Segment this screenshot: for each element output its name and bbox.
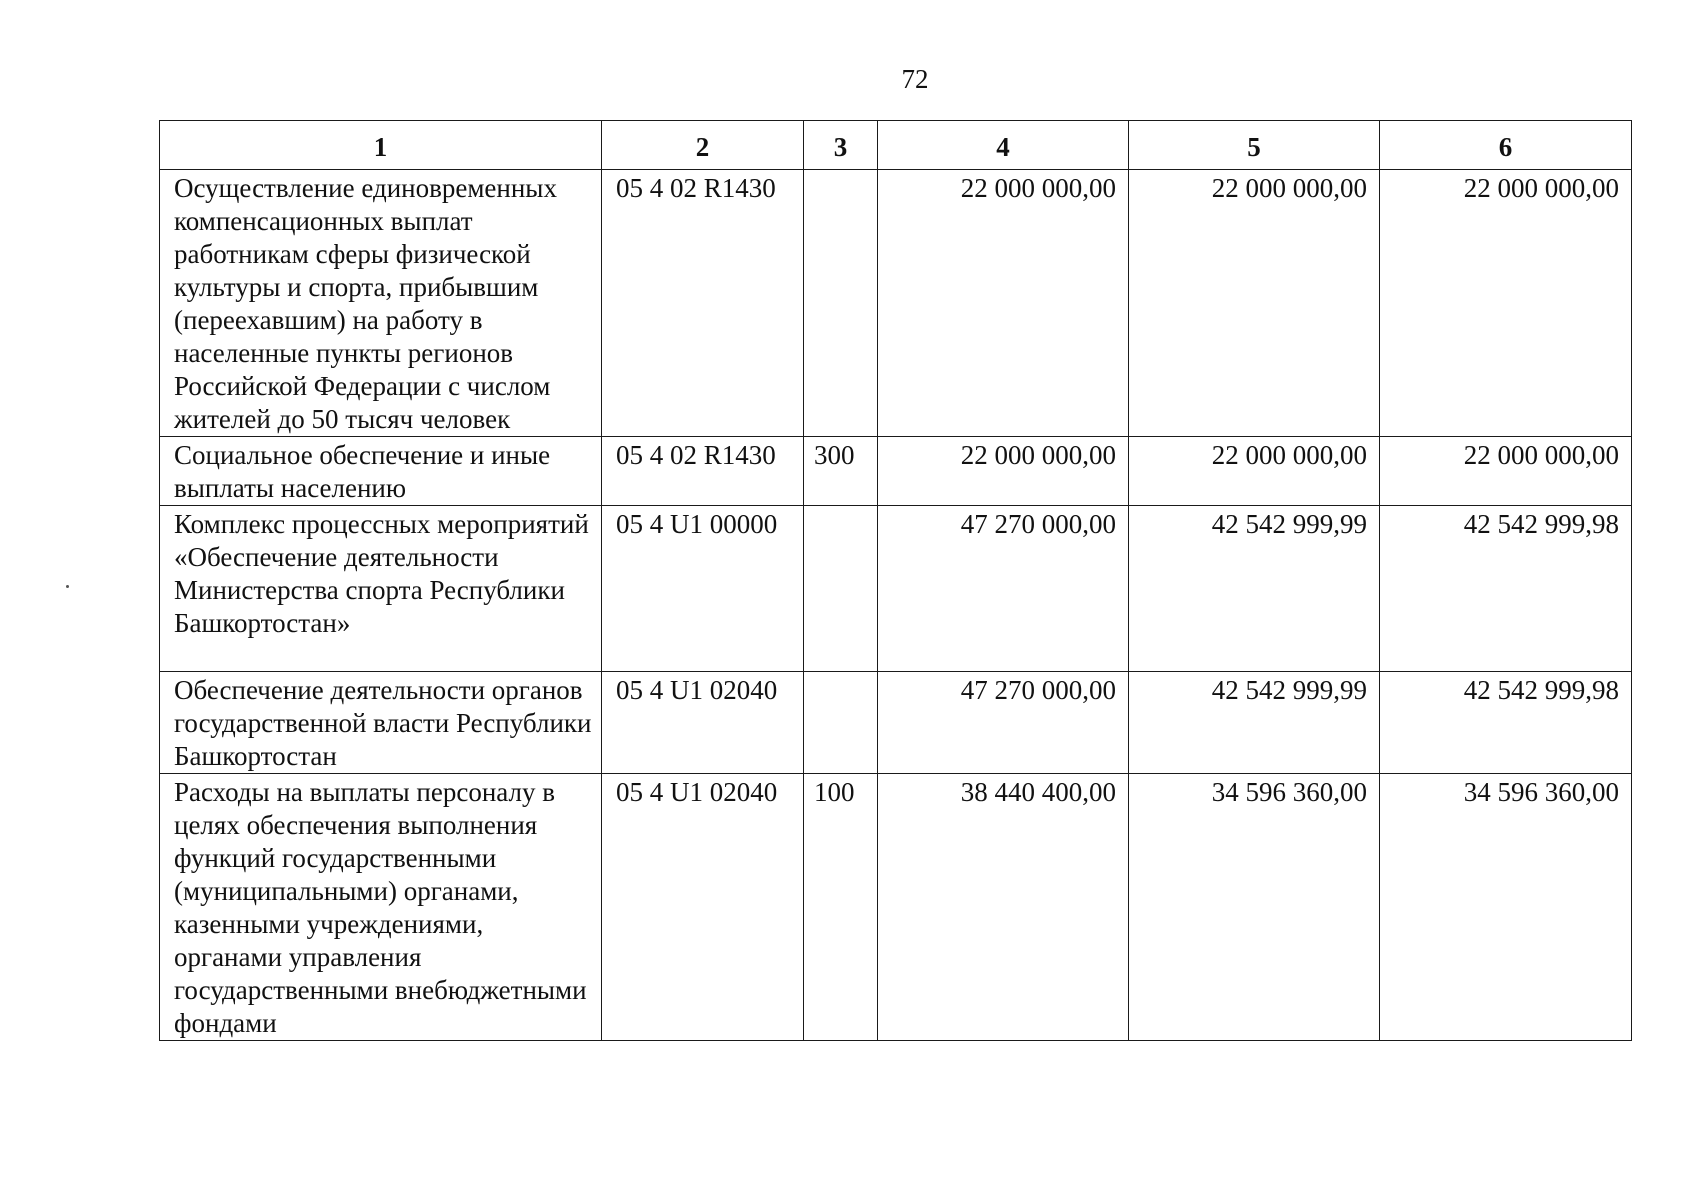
row-amount-col-6: 22 000 000,00	[1380, 437, 1632, 506]
header-col-3: 3	[804, 121, 878, 170]
row-amount-col-6: 34 596 360,00	[1380, 774, 1632, 1041]
row-name: Расходы на выплаты персоналу в целях обеспечения выполнения функций государственными (муниципальными) органами, казенными учреждениями, органами управления государственными внебюджетными фондами	[160, 774, 602, 1041]
row-expense-type	[804, 672, 878, 774]
row-name: Осуществление единовременных компенсационных выплат работникам сферы физической культуры и спорта, прибывшим (переехавшим) на работу в населенные пункты регионов Российской Федерации с числом жителей до 50 тысяч человек	[160, 170, 602, 437]
row-name: Комплекс процессных мероприятий «Обеспечение деятельности Министерства спорта Республики Башкортостан»	[160, 506, 602, 672]
page-number: 72	[901, 64, 929, 94]
row-expense-type: 300	[804, 437, 878, 506]
table-row	[160, 437, 1632, 506]
row-amount-col-4: 22 000 000,00	[878, 437, 1129, 506]
table-header-row	[160, 121, 1632, 170]
row-amount-col-5: 22 000 000,00	[1129, 170, 1380, 437]
row-amount-col-6: 22 000 000,00	[1380, 170, 1632, 437]
row-amount-col-4: 22 000 000,00	[878, 170, 1129, 437]
scan-speck	[66, 585, 69, 588]
header-col-6: 6	[1380, 121, 1632, 170]
header-col-5: 5	[1129, 121, 1380, 170]
table-row	[160, 774, 1632, 1041]
header-col-1: 1	[160, 121, 602, 170]
row-amount-col-4: 47 270 000,00	[878, 506, 1129, 672]
row-expense-type: 100	[804, 774, 878, 1041]
header-col-4: 4	[878, 121, 1129, 170]
row-amount-col-4: 38 440 400,00	[878, 774, 1129, 1041]
row-expense-type	[804, 170, 878, 437]
row-amount-col-5: 34 596 360,00	[1129, 774, 1380, 1041]
row-amount-col-5: 42 542 999,99	[1129, 506, 1380, 672]
row-code: 05 4 U1 02040	[602, 774, 804, 1041]
row-amount-col-5: 22 000 000,00	[1129, 437, 1380, 506]
row-code: 05 4 U1 00000	[602, 506, 804, 672]
row-amount-col-4: 47 270 000,00	[878, 672, 1129, 774]
row-name: Социальное обеспечение и иные выплаты населению	[160, 437, 602, 506]
table-row	[160, 506, 1632, 672]
row-amount-col-5: 42 542 999,99	[1129, 672, 1380, 774]
row-code: 05 4 U1 02040	[602, 672, 804, 774]
budget-table	[159, 120, 1632, 1041]
row-amount-col-6: 42 542 999,98	[1380, 672, 1632, 774]
table-row	[160, 170, 1632, 437]
row-code: 05 4 02 R1430	[602, 170, 804, 437]
table-row	[160, 672, 1632, 774]
row-code: 05 4 02 R1430	[602, 437, 804, 506]
row-amount-col-6: 42 542 999,98	[1380, 506, 1632, 672]
row-name: Обеспечение деятельности органов государственной власти Республики Башкортостан	[160, 672, 602, 774]
header-col-2: 2	[602, 121, 804, 170]
row-expense-type	[804, 506, 878, 672]
